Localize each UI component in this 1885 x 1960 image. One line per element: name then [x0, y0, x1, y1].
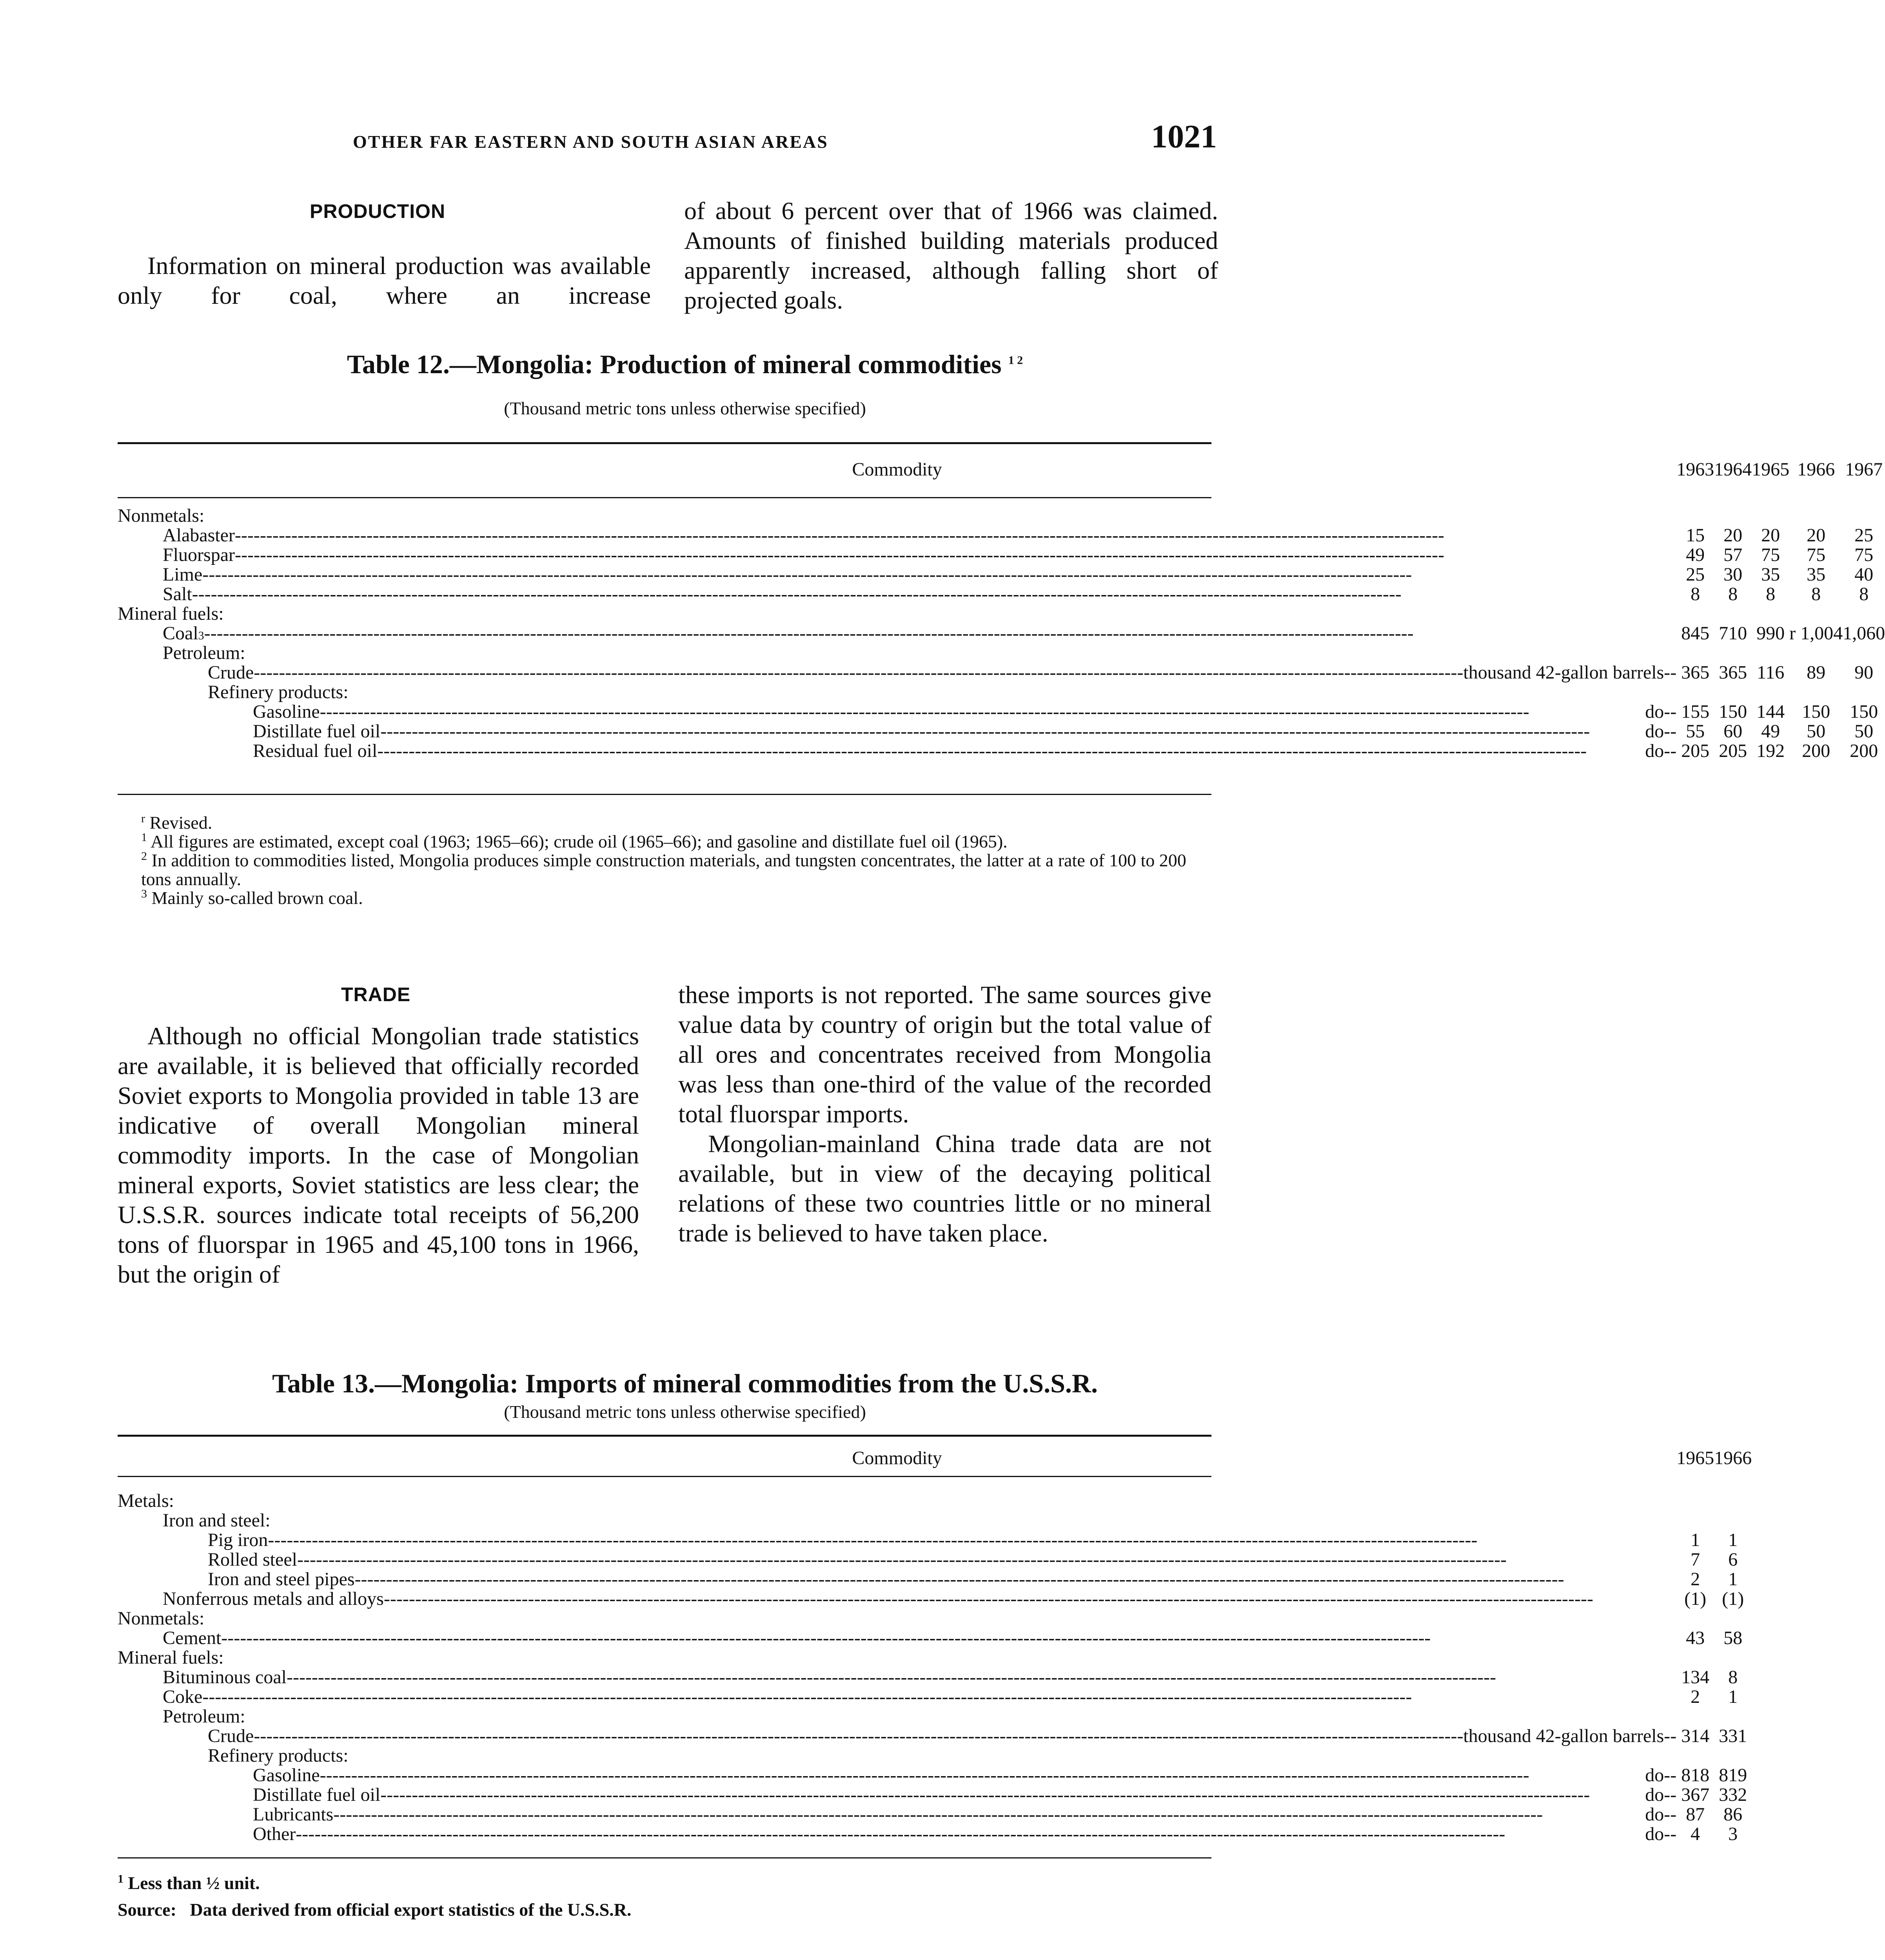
value-cell: 144: [1756, 701, 1785, 722]
value-cell: 314: [1681, 1726, 1710, 1746]
value-cell: 205: [1681, 740, 1710, 761]
table-row: [118, 624, 1885, 643]
dot-leader: [287, 1668, 1676, 1687]
table13-col-1966: 1966: [1714, 1448, 1752, 1468]
table-row: [118, 643, 1885, 663]
value-cell: 20: [1761, 525, 1780, 546]
footnote-mark: r: [141, 812, 145, 825]
row-label: Iron and steel:: [163, 1510, 271, 1531]
row-label-cell: [118, 1726, 1676, 1746]
value-cell: 1: [1691, 1530, 1700, 1550]
dot-leader: [1664, 702, 1676, 722]
table12-col-1965: 1965: [1752, 459, 1790, 480]
table12-col-1964: 1964: [1714, 459, 1752, 480]
value-cell: 4: [1691, 1824, 1700, 1844]
row-label-cell: [118, 643, 1676, 663]
row-label-cell: [118, 1824, 1676, 1844]
row-label-cell: [118, 1589, 1676, 1609]
value-cell: 60: [1723, 721, 1743, 742]
value-cell: 35: [1807, 564, 1826, 585]
table-row: [118, 1570, 1752, 1589]
row-label: Crude: [208, 662, 254, 683]
trade-heading: TRADE: [341, 984, 411, 1005]
value-cell: 75: [1807, 544, 1826, 565]
value-cell: 200: [1850, 740, 1878, 761]
row-label-cell: [118, 702, 1676, 722]
dot-leader: [320, 1766, 1645, 1785]
value-cell: 20: [1723, 525, 1743, 546]
dot-leader: [1664, 722, 1676, 741]
table12-col-1963: 1963: [1676, 459, 1714, 480]
row-label: Gasoline: [253, 701, 320, 722]
value-cell: [1789, 484, 1843, 526]
row-unit: do: [1645, 701, 1664, 722]
value-cell: [1752, 484, 1789, 526]
table12-header-row: [118, 455, 1885, 484]
value-cell: 192: [1756, 740, 1785, 761]
value-cell: [1714, 1746, 1752, 1766]
value-cell: (1): [1722, 1588, 1744, 1609]
value-cell: 87: [1686, 1804, 1705, 1825]
row-label-cell: [118, 1687, 1676, 1707]
row-unit: do: [1645, 740, 1664, 761]
table12-footnotes: [118, 813, 1215, 907]
value-cell: 116: [1757, 662, 1785, 683]
row-label: Petroleum:: [163, 1706, 245, 1727]
value-cell: 35: [1761, 564, 1780, 585]
table13-header-row: [118, 1443, 1752, 1474]
row-label: Crude: [208, 1726, 254, 1746]
value-cell: [1789, 604, 1843, 624]
value-cell: [1676, 1511, 1714, 1530]
value-cell: [1752, 643, 1789, 663]
row-label: Alabaster: [163, 525, 235, 546]
row-label-cell: [118, 1474, 1676, 1511]
table12: [118, 455, 1885, 761]
row-label: Gasoline: [253, 1765, 320, 1786]
row-label-cell: [118, 1609, 1676, 1628]
value-cell: 30: [1723, 564, 1743, 585]
value-cell: 49: [1686, 544, 1705, 565]
row-label-cell: [118, 584, 1676, 604]
row-label: Distillate fuel oil: [253, 721, 381, 742]
table12-footnote: [118, 851, 1215, 889]
table13-subtitle: (Thousand metric tons unless otherwise specified): [504, 1402, 866, 1422]
row-label: Nonferrous metals and alloys: [163, 1588, 384, 1609]
value-cell: [1676, 1746, 1714, 1766]
value-cell: 8: [1859, 584, 1869, 604]
table-row: [118, 545, 1885, 565]
table12-title-text: Table 12.—Mongolia: Production of mineral commodities: [347, 349, 1002, 379]
value-cell: 134: [1681, 1667, 1710, 1688]
table-row: [118, 1726, 1752, 1746]
dot-leader: [254, 1726, 1463, 1746]
table-row: [118, 484, 1885, 526]
table12-col-commodity: Commodity: [852, 459, 942, 480]
row-label-cell: [118, 604, 1676, 624]
dot-leader: [1664, 1785, 1676, 1805]
table-row: [118, 1785, 1752, 1805]
table-row: [118, 682, 1885, 702]
value-cell: 75: [1761, 544, 1780, 565]
value-cell: 150: [1850, 701, 1878, 722]
value-cell: 2: [1691, 1569, 1700, 1590]
table-row: [118, 1824, 1752, 1844]
value-cell: [1676, 682, 1714, 702]
running-head: OTHER FAR EASTERN AND SOUTH ASIAN AREAS: [353, 132, 828, 152]
production-right-column: [684, 196, 1218, 315]
row-label-cell: [118, 526, 1676, 545]
dot-leader: [202, 1687, 1676, 1707]
footnote-mark: 1: [141, 831, 147, 844]
dot-leader: [204, 624, 1676, 643]
table-row: [118, 1530, 1752, 1550]
dot-leader: [380, 1785, 1645, 1805]
table-row: [118, 1648, 1752, 1668]
row-label: Nonmetals:: [118, 1608, 205, 1629]
production-left-column: [118, 251, 651, 310]
value-cell: 50: [1854, 721, 1874, 742]
footnote-mark: 3: [141, 887, 147, 900]
dot-leader: [235, 545, 1676, 565]
table12-col-1967: 1967: [1845, 459, 1883, 480]
dot-leader: [254, 663, 1463, 682]
row-label: Refinery products:: [208, 1745, 349, 1766]
dot-leader: [377, 741, 1645, 761]
table-row: [118, 584, 1885, 604]
dot-leader: [1664, 1824, 1676, 1844]
table-row: [118, 1511, 1752, 1530]
value-cell: 49: [1761, 721, 1780, 742]
value-cell: 6: [1728, 1549, 1738, 1570]
value-cell: [1714, 1474, 1752, 1511]
value-cell: [1714, 643, 1752, 663]
value-cell: [1843, 484, 1885, 526]
footnote-mark: 1: [118, 1872, 123, 1886]
table-row: [118, 1474, 1752, 1511]
dot-leader: [235, 526, 1676, 545]
row-label: Petroleum:: [163, 642, 245, 663]
table-row: [118, 702, 1885, 722]
value-cell: 43: [1686, 1628, 1705, 1648]
dot-leader: [333, 1805, 1645, 1824]
row-label: Coal: [163, 623, 198, 644]
table13-col-1965: 1965: [1676, 1448, 1714, 1468]
table-row: [118, 722, 1885, 741]
value-cell: 25: [1854, 525, 1874, 546]
row-label: Iron and steel pipes: [208, 1569, 355, 1590]
dot-leader: [1664, 1726, 1676, 1746]
row-label-cell: [118, 1530, 1676, 1550]
row-label: Residual fuel oil: [253, 740, 378, 761]
row-label-cell: [118, 1746, 1676, 1766]
trade-right-column: [678, 980, 1211, 1248]
dot-leader: [1664, 1766, 1676, 1785]
table-row: [118, 1589, 1752, 1609]
row-unit: do: [1645, 1804, 1664, 1825]
value-cell: 1: [1728, 1569, 1738, 1590]
value-cell: 90: [1854, 662, 1874, 683]
row-label-cell: [118, 484, 1676, 526]
value-cell: 8: [1811, 584, 1821, 604]
footnote-mark: 2: [141, 849, 147, 863]
value-cell: [1789, 643, 1843, 663]
dot-leader: [1664, 663, 1676, 682]
value-cell: 57: [1723, 544, 1743, 565]
production-right-paragraph: of about 6 percent over that of 1966 was claimed. Amounts of finished building materials produced apparently increased, although falling short of projected goals.: [684, 197, 1218, 314]
value-cell: 710: [1719, 623, 1747, 644]
value-cell: 8: [1728, 1667, 1738, 1688]
row-label: Salt: [163, 584, 192, 604]
value-cell: 332: [1719, 1784, 1747, 1805]
footnote-text: All figures are estimated, except coal (1963; 1965–66); crude oil (1965–66); and gasoline and distillate fuel oil (1965).: [150, 831, 1008, 851]
value-cell: 89: [1807, 662, 1826, 683]
value-cell: [1676, 604, 1714, 624]
value-cell: 2: [1691, 1686, 1700, 1707]
table13: [118, 1443, 1752, 1844]
table12-footnote: [118, 889, 1215, 907]
dot-leader: [202, 565, 1676, 584]
table-row: [118, 565, 1885, 584]
value-cell: [1676, 1609, 1714, 1628]
table12-subtitle: (Thousand metric tons unless otherwise specified): [504, 398, 866, 418]
value-cell: 818: [1681, 1765, 1710, 1786]
value-cell: 150: [1802, 701, 1831, 722]
table12-title: [0, 349, 1370, 380]
row-label: Mineral fuels:: [118, 603, 224, 624]
value-cell: (1): [1684, 1588, 1707, 1609]
table13-top-rule: [118, 1435, 1211, 1437]
table12-top-rule: [118, 442, 1211, 444]
row-label: Bituminous coal: [163, 1667, 287, 1688]
row-label-cell: Coal 3 -----: [118, 624, 1676, 643]
footnote-text: Less than ½ unit.: [128, 1873, 260, 1893]
value-cell: [1789, 682, 1843, 702]
row-label: Metals:: [118, 1490, 174, 1511]
table13-title: Table 13.—Mongolia: Imports of mineral commodities from the U.S.S.R.: [272, 1368, 1098, 1398]
value-cell: [1676, 1707, 1714, 1726]
dot-leader: [297, 1550, 1676, 1570]
value-cell: [1676, 484, 1714, 526]
value-cell: [1676, 1648, 1714, 1668]
value-cell: [1843, 604, 1885, 624]
row-unit: thousand 42-gallon barrels: [1463, 1726, 1664, 1746]
value-cell: [1714, 1707, 1752, 1726]
value-cell: 365: [1681, 662, 1710, 683]
row-label: Refinery products:: [208, 682, 349, 702]
row-label-cell: [118, 1648, 1676, 1668]
row-label-cell: [118, 1805, 1676, 1824]
value-cell: 150: [1719, 701, 1747, 722]
value-cell: [1714, 484, 1752, 526]
row-label-cell: [118, 1511, 1676, 1530]
dot-leader: [320, 702, 1645, 722]
row-label-cell: [118, 741, 1676, 761]
value-cell: 25: [1686, 564, 1705, 585]
value-cell: 819: [1719, 1765, 1747, 1786]
source-label: Source:: [118, 1900, 176, 1920]
value-cell: 8: [1766, 584, 1776, 604]
value-cell: 365: [1719, 662, 1747, 683]
value-cell: 1,060: [1843, 623, 1885, 644]
value-cell: 3: [1728, 1824, 1738, 1844]
value-cell: 990: [1756, 623, 1785, 644]
table13-footnote: [118, 1874, 1215, 1893]
table-row: [118, 1687, 1752, 1707]
trade-left-column: [118, 1021, 639, 1289]
footnote-text: In addition to commodities listed, Mongolia produces simple construction materials, and tungsten concentrates, the latter at a rate of 100 to 200 tons annually.: [141, 850, 1186, 889]
value-cell: 15: [1686, 525, 1705, 546]
value-cell: 845: [1681, 623, 1710, 644]
row-label: Lime: [163, 564, 203, 585]
value-cell: [1843, 682, 1885, 702]
table-row: [118, 1609, 1752, 1628]
table12-footnote: [118, 813, 1215, 832]
value-cell: [1676, 1474, 1714, 1511]
row-label-cell: [118, 1550, 1676, 1570]
value-cell: [1714, 1648, 1752, 1668]
dot-leader: [380, 722, 1645, 741]
row-label-cell: [118, 565, 1676, 584]
row-label: Nonmetals:: [118, 505, 205, 526]
table-row: [118, 526, 1885, 545]
value-cell: 205: [1719, 740, 1747, 761]
value-cell: [1714, 682, 1752, 702]
dot-leader: [1664, 741, 1676, 761]
table-row: [118, 1707, 1752, 1726]
dot-leader: [296, 1824, 1645, 1844]
row-label-cell: [118, 1570, 1676, 1589]
dot-leader: [1664, 1805, 1676, 1824]
row-label-cell: [118, 1628, 1676, 1648]
table-row: [118, 604, 1885, 624]
value-cell: 75: [1854, 544, 1874, 565]
footnote-text: Mainly so-called brown coal.: [151, 888, 363, 908]
value-cell: [1714, 604, 1752, 624]
source-text: Data derived from official export statistics of the U.S.S.R.: [190, 1900, 632, 1920]
value-cell: 200: [1802, 740, 1831, 761]
table-row: [118, 1668, 1752, 1687]
row-label: Coke: [163, 1686, 203, 1707]
value-cell: [1714, 1609, 1752, 1628]
row-label-cell: [118, 1785, 1676, 1805]
table-row: [118, 1628, 1752, 1648]
row-unit: thousand 42-gallon barrels: [1463, 662, 1664, 683]
row-unit: do: [1645, 721, 1664, 742]
value-cell: 331: [1719, 1726, 1747, 1746]
table-row: [118, 1550, 1752, 1570]
production-heading: PRODUCTION: [310, 200, 446, 222]
value-cell: [1752, 682, 1789, 702]
value-cell: r 1,004: [1789, 623, 1843, 644]
page-number: 1021: [1151, 118, 1217, 155]
row-unit: do: [1645, 1765, 1664, 1786]
row-label-cell: [118, 722, 1676, 741]
table13-col-commodity: Commodity: [852, 1448, 942, 1468]
table12-bottom-rule: [118, 794, 1211, 795]
value-cell: 86: [1723, 1804, 1743, 1825]
row-label: Cement: [163, 1628, 222, 1648]
value-cell: [1676, 643, 1714, 663]
row-label-cell: [118, 663, 1676, 682]
row-unit: do: [1645, 1784, 1664, 1805]
row-label: Mineral fuels:: [118, 1647, 224, 1668]
dot-leader: [384, 1589, 1676, 1609]
row-label: Lubricants: [253, 1804, 334, 1825]
table13-footnotes: [118, 1874, 1215, 1919]
table-row: [118, 741, 1885, 761]
value-cell: 1: [1728, 1530, 1738, 1550]
table12-col-1966: 1966: [1797, 459, 1835, 480]
production-left-paragraph: Information on mineral production was available only for coal, where an increase: [118, 252, 651, 309]
value-cell: 40: [1854, 564, 1874, 585]
row-unit: do: [1645, 1824, 1664, 1844]
value-cell: 8: [1691, 584, 1700, 604]
value-cell: 8: [1728, 584, 1738, 604]
trade-right-paragraph-1: these imports is not reported. The same sources give value data by country of origin but the total value of all ores and concentrates received from Mongolia was less than one-third of the value of the recorded total fluorspar imports.: [678, 981, 1211, 1128]
row-label-cell: [118, 1668, 1676, 1687]
trade-left-paragraph: Although no official Mongolian trade statistics are available, it is believed that officially recorded Soviet exports to Mongolia provided in table 13 are indicative of overall Mongolian mineral commodity imports. In the case of Mongolian mineral exports, Soviet statistics are less clear; the U.S.S.R. sources indicate total receipts of 56,200 tons of fluorspar in 1965 and 45,100 tons in 1966, but the origin of: [118, 1022, 639, 1288]
table13-source: [118, 1900, 1215, 1919]
value-cell: 50: [1807, 721, 1826, 742]
value-cell: 7: [1691, 1549, 1700, 1570]
dot-leader: [221, 1628, 1676, 1648]
value-cell: 155: [1681, 701, 1710, 722]
trade-right-paragraph-2: Mongolian-mainland China trade data are not available, but in view of the decaying political relations of these two countries little or no mineral trade is believed to have taken place.: [678, 1130, 1211, 1247]
value-cell: 58: [1723, 1628, 1743, 1648]
value-cell: 55: [1686, 721, 1705, 742]
value-cell: 367: [1681, 1784, 1710, 1805]
value-cell: [1843, 643, 1885, 663]
table13-bottom-rule: [118, 1857, 1211, 1858]
row-label-cell: [118, 1707, 1676, 1726]
dot-leader: [192, 584, 1676, 604]
footnote-text: Revised.: [149, 813, 212, 833]
table-row: [118, 1746, 1752, 1766]
row-label: Rolled steel: [208, 1549, 297, 1570]
table-row: [118, 1766, 1752, 1785]
table-row: [118, 663, 1885, 682]
dot-leader: [355, 1570, 1677, 1589]
row-label: Pig iron: [208, 1530, 268, 1550]
value-cell: 20: [1807, 525, 1826, 546]
dot-leader: [268, 1530, 1676, 1550]
table-row: [118, 1805, 1752, 1824]
table12-footnote: [118, 832, 1215, 851]
row-label: Fluorspar: [163, 544, 235, 565]
row-label-cell: [118, 682, 1676, 702]
value-cell: [1752, 604, 1789, 624]
value-cell: 1: [1728, 1686, 1738, 1707]
row-label-cell: [118, 545, 1676, 565]
value-cell: [1714, 1511, 1752, 1530]
row-label: Other: [253, 1824, 296, 1844]
table12-title-marks: 1 2: [1008, 354, 1023, 367]
row-label-cell: [118, 1766, 1676, 1785]
row-label: Distillate fuel oil: [253, 1784, 381, 1805]
